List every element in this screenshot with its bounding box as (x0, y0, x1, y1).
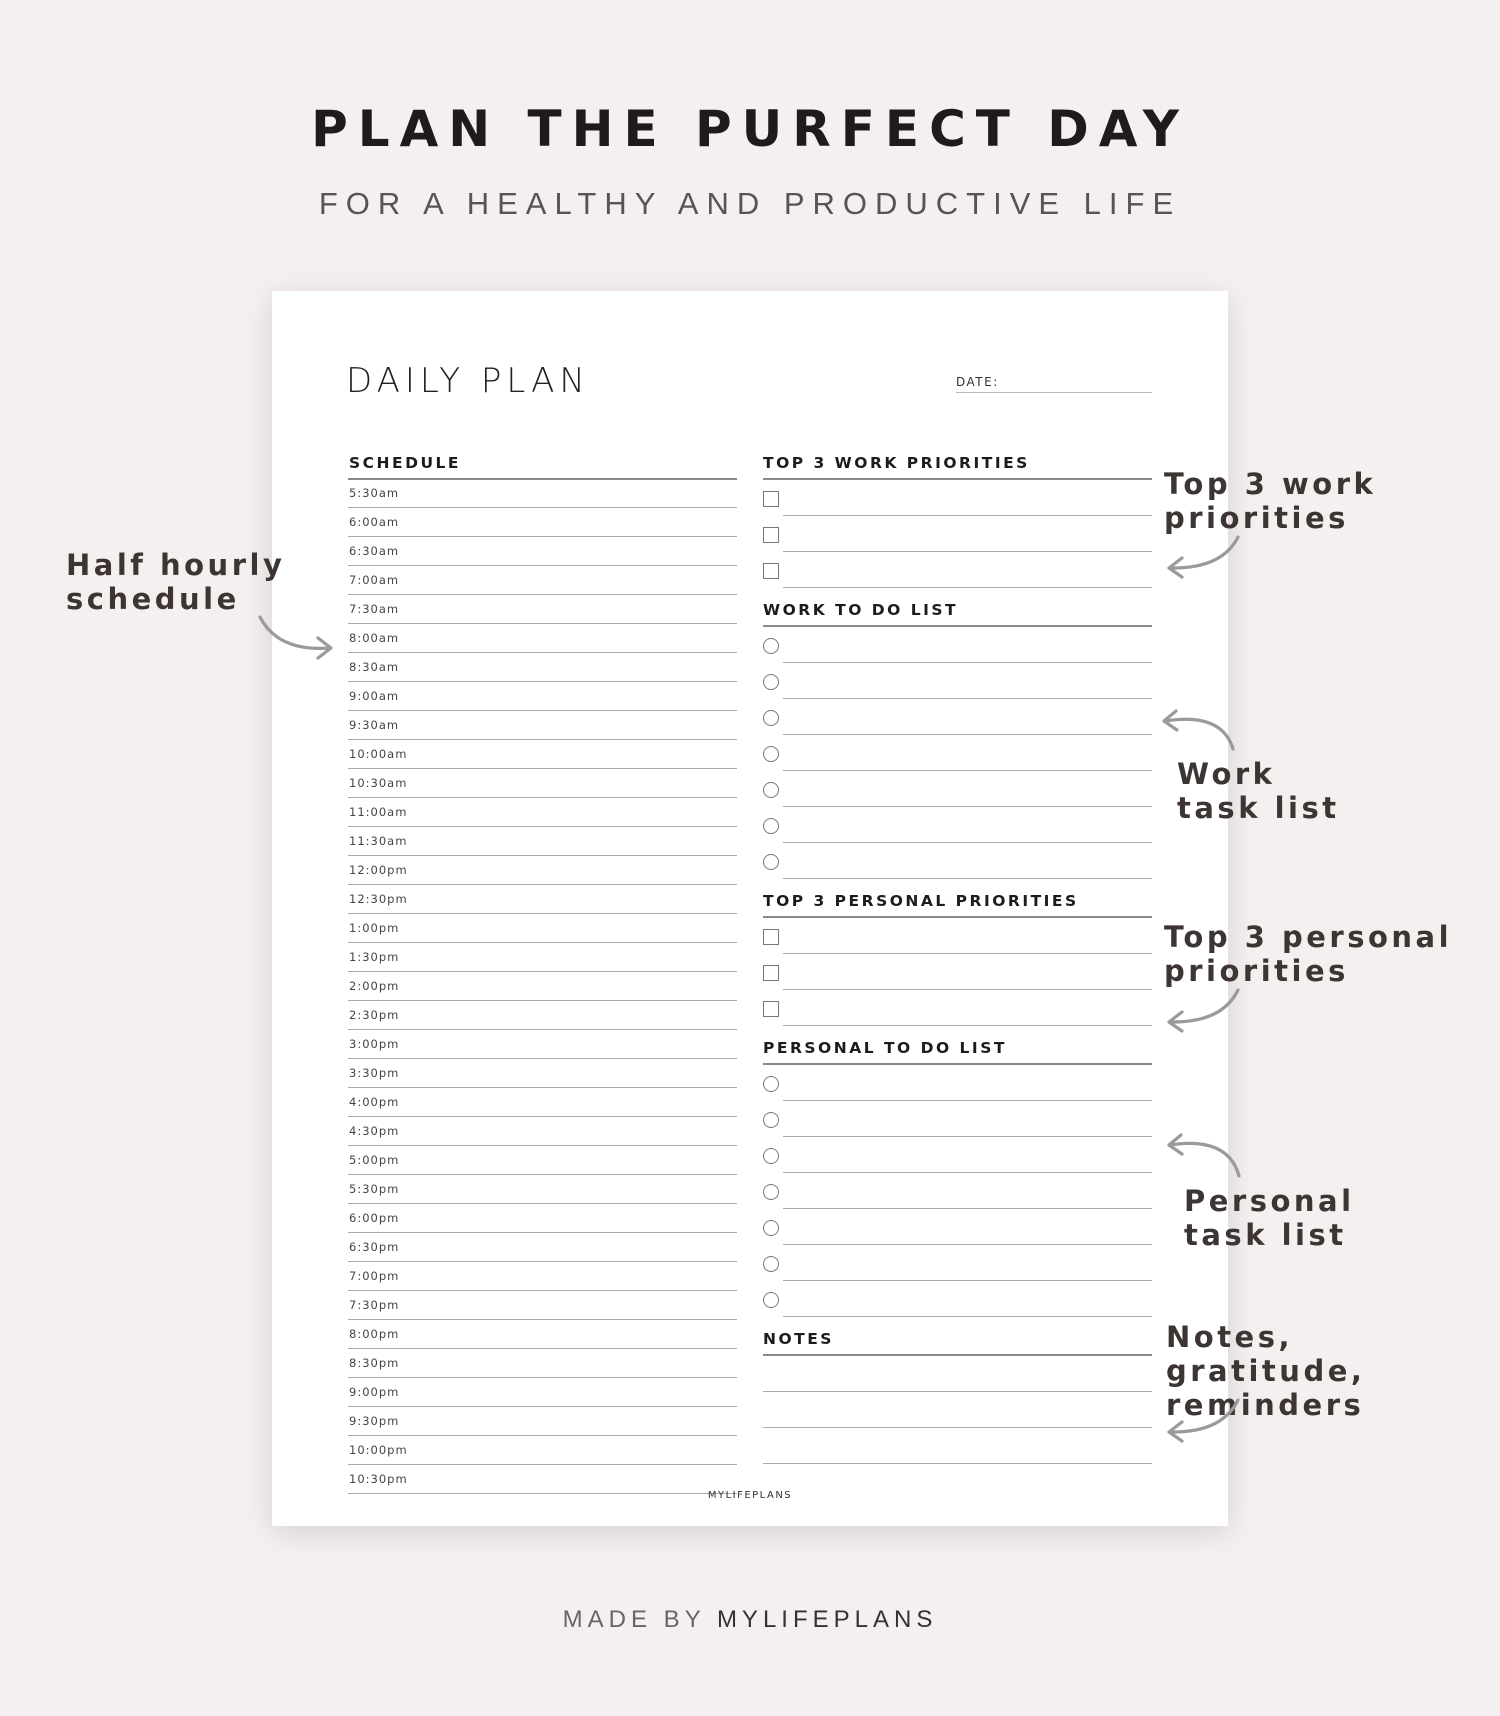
schedule-slot[interactable] (348, 1088, 737, 1117)
priority-row[interactable] (763, 516, 1152, 552)
page-subtitle: FOR A HEALTHY AND PRODUCTIVE LIFE (318, 186, 1182, 221)
todo-row[interactable] (763, 1245, 1152, 1281)
schedule-time-label: 3:30pm (349, 1066, 400, 1080)
schedule-time-label: 2:30pm (349, 1008, 400, 1022)
todo-row[interactable] (763, 663, 1152, 699)
schedule-time-label: 3:00pm (349, 1037, 400, 1051)
callout-line: task list (1184, 1218, 1347, 1252)
schedule-time-label: 4:00pm (349, 1095, 400, 1109)
schedule-slot[interactable] (348, 653, 737, 682)
work-priorities-list (763, 480, 1152, 588)
circle-checkbox-icon[interactable] (763, 674, 779, 690)
callout-personal-tasks (1184, 1184, 1355, 1252)
priority-row[interactable] (763, 990, 1152, 1026)
schedule-time-label: 5:00pm (349, 1153, 400, 1167)
schedule-time-label: 1:00pm (349, 921, 400, 935)
schedule-time-label: 7:30am (349, 602, 400, 616)
circle-checkbox-icon[interactable] (763, 1076, 779, 1092)
sheet-brand: MYLIFEPLANS (707, 1490, 793, 1501)
todo-row[interactable] (763, 1209, 1152, 1245)
personal-priorities-list (763, 918, 1152, 1026)
circle-checkbox-icon[interactable] (763, 1112, 779, 1128)
todo-row[interactable] (763, 1173, 1152, 1209)
work-todo-list (763, 627, 1152, 879)
callout-notes (1166, 1320, 1500, 1422)
schedule-time-label: 2:00pm (349, 979, 400, 993)
callout-line: Work (1177, 757, 1276, 791)
checkbox-icon[interactable] (763, 527, 779, 543)
schedule-time-label: 6:00pm (349, 1211, 400, 1225)
schedule-heading: SCHEDULE (349, 454, 462, 472)
todo-row[interactable] (763, 807, 1152, 843)
date-label: DATE: (956, 375, 999, 389)
schedule-slot[interactable] (348, 798, 737, 827)
callout-line: Top 3 work (1164, 467, 1377, 501)
schedule-time-label: 8:00pm (349, 1327, 400, 1341)
personal-priorities-heading: TOP 3 PERSONAL PRIORITIES (763, 892, 1079, 910)
footer-brand: MYLIFEPLANS (716, 1606, 938, 1633)
schedule-time-label: 8:30pm (349, 1356, 400, 1370)
circle-checkbox-icon[interactable] (763, 1292, 779, 1308)
schedule-time-label: 8:00am (349, 631, 400, 645)
personal-todo-heading: PERSONAL TO DO LIST (763, 1039, 1007, 1057)
schedule-time-label: 11:00am (349, 805, 408, 819)
notes-line[interactable] (763, 1428, 1152, 1464)
schedule-time-label: 9:00am (349, 689, 400, 703)
todo-row[interactable] (763, 627, 1152, 663)
todo-row[interactable] (763, 771, 1152, 807)
schedule-time-label: 12:00pm (349, 863, 408, 877)
write-line (783, 878, 1152, 879)
schedule-slot[interactable] (348, 885, 737, 914)
circle-checkbox-icon[interactable] (763, 1220, 779, 1236)
callout-line: Half hourly (66, 548, 286, 582)
schedule-time-label: 6:30am (349, 544, 400, 558)
schedule-time-label: 9:30pm (349, 1414, 400, 1428)
notes-lines (763, 1356, 1152, 1464)
notes-heading: NOTES (763, 1330, 834, 1348)
circle-checkbox-icon[interactable] (763, 1256, 779, 1272)
schedule-slot[interactable] (348, 1059, 737, 1088)
schedule-slot[interactable] (348, 537, 737, 566)
write-line (783, 1025, 1152, 1026)
schedule-slot[interactable] (348, 740, 737, 769)
schedule-time-label: 10:30am (349, 776, 408, 790)
schedule-slot[interactable] (348, 769, 737, 798)
schedule-slot[interactable] (348, 1001, 737, 1030)
schedule-slot[interactable] (348, 682, 737, 711)
schedule-time-label: 6:30pm (349, 1240, 400, 1254)
schedule-slot[interactable] (348, 827, 737, 856)
schedule-slot[interactable] (348, 624, 737, 653)
todo-row[interactable] (763, 843, 1152, 879)
schedule-time-label: 7:30pm (349, 1298, 400, 1312)
circle-checkbox-icon[interactable] (763, 854, 779, 870)
schedule-time-label: 7:00am (349, 573, 400, 587)
sheet-title: DAILY PLAN (346, 361, 590, 401)
page-headline: PLAN THE PURFECT DAY (311, 100, 1189, 158)
checkbox-icon[interactable] (763, 965, 779, 981)
checkbox-icon[interactable] (763, 563, 779, 579)
schedule-slot[interactable] (348, 1291, 737, 1320)
schedule-slot[interactable] (348, 1175, 737, 1204)
write-line (763, 1463, 1152, 1464)
circle-checkbox-icon[interactable] (763, 1184, 779, 1200)
work-todo-heading: WORK TO DO LIST (763, 601, 959, 619)
notes-line[interactable] (763, 1356, 1152, 1392)
schedule-slot[interactable] (348, 856, 737, 885)
page-footer (0, 1606, 1500, 1634)
footer-prefix: MADE BY (562, 1606, 717, 1633)
schedule-time-label: 11:30am (349, 834, 408, 848)
schedule-time-label: 9:30am (349, 718, 400, 732)
callout-line: Notes, gratitude, (1166, 1320, 1366, 1388)
checkbox-icon[interactable] (763, 1001, 779, 1017)
schedule-slot[interactable] (348, 1262, 737, 1291)
schedule-slot[interactable] (348, 1407, 737, 1436)
schedule-slot[interactable] (348, 1320, 737, 1349)
callout-work-tasks (1177, 757, 1340, 825)
schedule-list (348, 479, 737, 1494)
priority-row[interactable] (763, 552, 1152, 588)
schedule-time-label: 8:30am (349, 660, 400, 674)
write-line (783, 587, 1152, 588)
schedule-time-label: 5:30pm (349, 1182, 400, 1196)
callout-work-priorities (1164, 467, 1376, 535)
checkbox-icon[interactable] (763, 491, 779, 507)
callout-line: priorities (1164, 501, 1349, 535)
circle-checkbox-icon[interactable] (763, 710, 779, 726)
personal-todo-list (763, 1065, 1152, 1317)
schedule-slot[interactable] (348, 914, 737, 943)
schedule-time-label: 9:00pm (349, 1385, 400, 1399)
circle-checkbox-icon[interactable] (763, 746, 779, 762)
schedule-slot[interactable] (348, 566, 737, 595)
circle-checkbox-icon[interactable] (763, 638, 779, 654)
todo-row[interactable] (763, 1137, 1152, 1173)
schedule-time-label: 12:30pm (349, 892, 408, 906)
callout-line: schedule (66, 582, 240, 616)
date-field-line (956, 392, 1152, 393)
priority-row[interactable] (763, 480, 1152, 516)
checkbox-icon[interactable] (763, 929, 779, 945)
callout-line: priorities (1164, 954, 1349, 988)
schedule-time-label: 1:30pm (349, 950, 400, 964)
todo-row[interactable] (763, 735, 1152, 771)
schedule-slot[interactable] (348, 943, 737, 972)
work-priorities-heading: TOP 3 WORK PRIORITIES (763, 454, 1030, 472)
notes-line[interactable] (763, 1392, 1152, 1428)
todo-row[interactable] (763, 699, 1152, 735)
schedule-time-label: 5:30am (349, 486, 400, 500)
todo-row[interactable] (763, 1281, 1152, 1317)
schedule-slot[interactable] (348, 1030, 737, 1059)
schedule-slot[interactable] (348, 1349, 737, 1378)
schedule-time-label: 4:30pm (349, 1124, 400, 1138)
callout-personal-priorities (1164, 920, 1452, 988)
callout-line: Personal (1184, 1184, 1355, 1218)
circle-checkbox-icon[interactable] (763, 1148, 779, 1164)
schedule-slot[interactable] (348, 711, 737, 740)
todo-row[interactable] (763, 1065, 1152, 1101)
write-line (783, 1316, 1152, 1317)
priority-row[interactable] (763, 954, 1152, 990)
schedule-time-label: 10:00am (349, 747, 408, 761)
schedule-slot[interactable] (348, 1436, 737, 1465)
schedule-slot[interactable] (348, 1233, 737, 1262)
daily-plan-sheet (272, 291, 1228, 1526)
schedule-time-label: 6:00am (349, 515, 400, 529)
circle-checkbox-icon[interactable] (763, 818, 779, 834)
schedule-time-label: 10:30pm (349, 1472, 408, 1486)
schedule-time-label: 7:00pm (349, 1269, 400, 1283)
schedule-time-label: 10:00pm (349, 1443, 408, 1457)
circle-checkbox-icon[interactable] (763, 782, 779, 798)
schedule-slot[interactable] (348, 1378, 737, 1407)
schedule-slot[interactable] (348, 479, 737, 508)
schedule-slot[interactable] (348, 1204, 737, 1233)
schedule-slot[interactable] (348, 508, 737, 537)
callout-half-hourly (66, 548, 285, 616)
callout-line: reminders (1166, 1388, 1365, 1422)
todo-row[interactable] (763, 1101, 1152, 1137)
callout-line: Top 3 personal (1164, 920, 1453, 954)
schedule-slot[interactable] (348, 595, 737, 624)
schedule-slot[interactable] (348, 1117, 737, 1146)
callout-line: task list (1177, 791, 1340, 825)
schedule-slot[interactable] (348, 1146, 737, 1175)
schedule-slot[interactable] (348, 972, 737, 1001)
priority-row[interactable] (763, 918, 1152, 954)
